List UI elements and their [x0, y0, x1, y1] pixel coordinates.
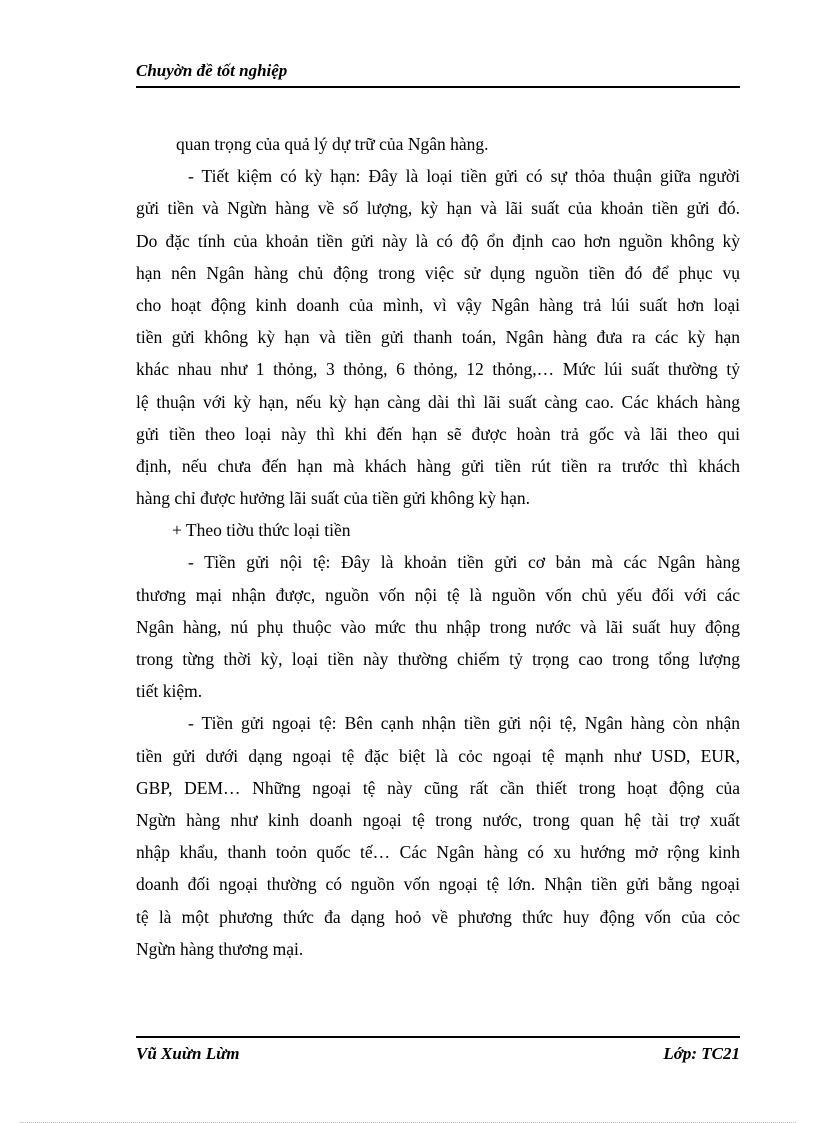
text-line: tiền gửi dưới dạng ngoại tệ đặc biệt là cỏc ngoại tệ mạnh như USD, EUR, [136, 745, 740, 766]
text-line: thương mại nhận được, nguồn vốn nội tệ là nguồn vốn chủ yếu đối với các [136, 584, 740, 605]
footer-class-label: Lớp: TC21 [663, 1044, 740, 1063]
text-line: tiết kiệm. [136, 681, 203, 702]
text-line: hạn nên Ngân hàng chủ động trong việc sử dụng nguồn tiền đó để phục vụ [136, 262, 740, 283]
text-line: + Theo tiờu thức loại tiền [172, 520, 351, 541]
text-line: trong từng thời kỳ, loại tiền này thường chiếm tỷ trọng cao trong tổng lượng [136, 649, 740, 669]
text-line: - Tiền gửi nội tệ: Đây là khoản tiền gửi cơ bản mà các Ngân hàng [188, 552, 740, 573]
text-line: định, nếu chưa đến hạn mà khách hàng gửi tiền rút tiền ra trước thì khách [136, 455, 740, 476]
header-title: Chuyờn đề tốt nghiệp [136, 61, 288, 80]
text-line: gửi tiền và Ngừn hàng về số lượng, kỳ hạn và lãi suất của khoản tiền gửi đó. [136, 198, 740, 219]
text-line: - Tiết kiệm có kỳ hạn: Đây là loại tiền gửi có sự thỏa thuận giữa người [188, 166, 740, 187]
page-footer [136, 1036, 740, 1068]
text-line: Ngân hàng, nú phụ thuộc vào mức thu nhập trong nước và lãi suất huy động [136, 616, 740, 637]
text-line: tiền gửi không kỳ hạn và tiền gửi thanh toán, Ngân hàng đưa ra các kỳ hạn [136, 327, 740, 348]
text-line: Ngừn hàng thương mại. [136, 938, 304, 959]
text-line: khác nhau như 1 thỏng, 3 thỏng, 6 thỏng, 12 thỏng,… Mức lúi suất thường tỷ [136, 359, 740, 380]
text-line: Ngừn hàng như kinh doanh ngoại tệ trong nước, trong quan hệ tài trợ xuất [136, 809, 740, 830]
page-header [136, 60, 740, 88]
text-line: GBP, DEM… Những ngoại tệ này cũng rất cần thiết trong hoạt động của [136, 777, 740, 798]
text-line: Do đặc tính của khoản tiền gửi này là có độ ổn định cao hơn nguồn không kỳ [136, 230, 740, 251]
text-line: nhập khẩu, thanh toỏn quốc tế… Các Ngân hàng có xu hướng mở rộng kinh [136, 842, 740, 863]
text-line: lệ thuận với kỳ hạn, nếu kỳ hạn càng dài thì lãi suất càng cao. Các khách hàng [136, 391, 740, 412]
body-text [136, 128, 740, 965]
text-line: quan trọng của quả lý dự trữ của Ngân hàng. [176, 134, 489, 154]
text-line: doanh đối ngoại thường có nguồn vốn ngoại tệ lớn. Nhận tiền gửi bằng ngoại [136, 874, 740, 895]
text-line: hàng chỉ được hưởng lãi suất của tiền gửi không kỳ hạn. [136, 488, 530, 509]
text-line: gửi tiền theo loại này thì khi đến hạn sẽ được hoàn trả gốc và lãi theo qui [136, 423, 740, 444]
footer-author: Vũ Xuừn Lừm [136, 1044, 240, 1063]
text-line: - Tiền gửi ngoại tệ: Bên cạnh nhận tiền gửi nội tệ, Ngân hàng còn nhận [188, 713, 740, 734]
text-line: tệ là một phương thức đa dạng hoỏ về phương thức huy động vốn của cỏc [136, 906, 740, 927]
text-line: cho hoạt động kinh doanh của mình, vì vậy Ngân hàng trả lúi suất hơn loại [136, 294, 740, 315]
